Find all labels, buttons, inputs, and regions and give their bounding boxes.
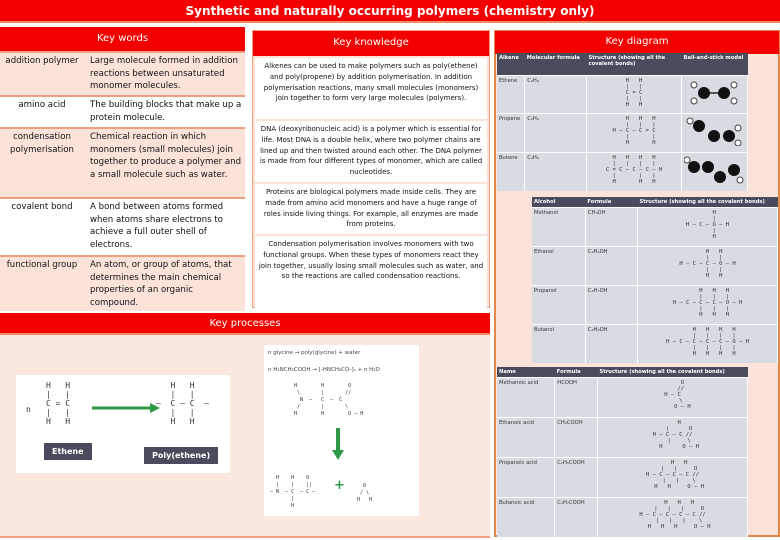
structure: H | O H — C — C // | \ H O — H [652,420,699,451]
table-row [532,208,778,247]
formula: C₃H₆ [525,114,587,153]
structure: H H H H | | | | C = C — C — C — H | | | H H H [605,155,663,186]
table-row [497,418,748,458]
alkene-name: Butene [497,153,525,191]
formula: C₂H₄ [525,75,587,114]
alkenes-table [497,53,748,191]
definition: Large molecule formed in addition reactions between unsaturated monomer molecules. [90,56,238,91]
knowledge-item: DNA (deoxyribonucleic acid) is a polymer which is essential for life. Most DNA is a double helix, where two polymer chains are lined up and then twisted around each other. The DNA polymer is made from four different types of monomer, which are called nucleotides. [255,121,487,182]
formula: C₂H₅OH [585,247,637,286]
structure: H | H — C — O — H | H [685,210,730,240]
definition: Chemical reaction in which monomers (small molecules) join together to produce a polymer and a small molecule such as water. [90,132,242,180]
col-header: Structure (showing all the covalent bonds) [598,367,748,378]
keyword-row [0,53,245,97]
table-row [532,286,778,325]
term: covalent bond [11,202,73,212]
butene-ball-stick-model [684,155,744,185]
key-words-panel [0,27,245,311]
ethene-label: Ethene [44,443,92,460]
table-row [497,498,748,537]
green-down-arrow-icon [332,428,344,460]
table-row [532,325,778,364]
table-row [497,153,748,191]
structure: H H H | | | H — C — C — C — O — H | | | H H H [672,288,743,318]
table-row [497,378,748,418]
knowledge-item: Proteins are biological polymers made inside cells. They are made from amino acid monomers and have a huge range of roles inside living things. For example, all enzymes are made from proteins. [255,184,487,234]
propene-ball-stick-model [684,116,744,146]
term: functional group [6,260,78,270]
polyglycine-structure: H H O | | || — N — C — C — | H [270,475,316,509]
alcohols-table [532,197,778,363]
acid-name: Methanoic acid [497,378,555,418]
col-header: Formula [585,197,637,208]
key-knowledge-header: Key knowledge [253,31,489,56]
acid-name: Propanoic acid [497,458,555,498]
table-row [497,75,748,114]
col-header: Alcohol [532,197,585,208]
alkene-name: Propene [497,114,525,153]
term: addition polymer [5,56,79,66]
glycine-word-equation: n glycine → poly(glycine) + water [268,350,361,356]
formula: C₃H₇OH [585,286,637,325]
alkene-name: Ethene [497,75,525,114]
ethene-polymerisation-diagram [16,375,230,473]
polyethene-structure: H H | | — C — C — | | H H [156,381,209,426]
carboxylic-acids-table [497,367,748,537]
term: amino acid [18,100,66,110]
formula: CH₃OH [585,208,637,247]
key-knowledge-panel [252,30,490,308]
col-header: Structure (showing all the covalent bonds) [587,53,682,75]
col-header: Structure (showing all the covalent bonds) [638,197,778,208]
formula: C₃H₇COOH [555,498,598,537]
alcohol-name: Propanol [532,286,585,325]
col-header: Ball-and-stick model [682,53,748,75]
table-row [497,458,748,498]
glycine-polymerisation-diagram [264,345,419,516]
structure: O // H — C \ O — H [664,380,691,410]
col-header: Formula [555,367,598,378]
key-processes-panel [0,313,490,538]
green-arrow-icon [92,403,162,413]
formula: CH₃COOH [555,418,598,458]
acid-name: Ethanoic acid [497,418,555,458]
table-row [497,114,748,153]
formula: C₄H₈ [525,153,587,191]
keyword-row [0,97,245,129]
key-diagram-header: Key diagram [495,31,779,54]
knowledge-item: Condensation polymerisation involves monomers with two functional groups. When these types of monomers react they join together, usually losing small molecules such as water, and so the reactions are called condensation reactions. [255,236,487,308]
polyethene-label: Poly(ethene) [144,447,218,464]
structure: H H | | O H — C — C — C // | | \ H H O — H [646,460,704,491]
alcohol-name: Ethanol [532,247,585,286]
formula: HCOOH [555,378,598,418]
alcohol-name: Methanol [532,208,585,247]
knowledge-item: Alkenes can be used to make polymers such as poly(ethene) and poly(propene) by addition polymerisation. In addition polymerisation reactions, many small molecules (monomers) join together to form very large molecules (polymers). [255,58,487,119]
ethene-ball-stick-model [684,78,744,108]
keyword-row [0,199,245,257]
keyword-row [0,129,245,199]
formula: C₂H₅COOH [555,458,598,498]
key-processes-header: Key processes [0,313,490,335]
key-words-header: Key words [0,27,245,53]
glycine-structure: H H O \ | // N — C — C / | \ H H O — H [294,383,364,417]
structure: H H | | H — C — C — O — H | | H H [679,249,736,279]
plus-sign: + [334,478,345,493]
ethene-structure: H H | | C = C | | H H [46,381,71,426]
n-label: n [26,405,31,414]
structure: H H H H | | | | H — C — C — C — C — O — H | | | | H H H H [666,327,749,357]
alcohol-name: Butanol [532,325,585,364]
acid-name: Butanoic acid [497,498,555,537]
col-header: Name [497,367,555,378]
keyword-row [0,257,245,309]
water-structure: O / \ H H [357,483,373,503]
col-header: Molecular formula [525,53,587,75]
table-row [532,247,778,286]
definition: A bond between atoms formed when atoms share electrons to achieve a full outer shell of electrons. [90,202,224,250]
term: condensation polymerisation [10,132,74,155]
col-header: Alkene [497,53,525,75]
formula: C₄H₉OH [585,325,637,364]
definition: The building blocks that make up a protein molecule. [90,100,242,123]
structure: H H H | | | H — C — C = C | | H H [612,116,656,147]
structure: H H H | | | O H — C — C — C — C // | | | \ H H H O — H [639,500,711,531]
glycine-symbol-equation: n H₂NCH₂COOH → [-HNCH₂CO-]ₙ + n H₂O [268,367,380,373]
structure: H H | | C = C | | H H [625,77,643,108]
definition: An atom, or group of atoms, that determines the main chemical properties of an organic compound. [90,260,232,308]
page-title: Synthetic and naturally occurring polymers (chemistry only) [0,0,780,23]
key-diagram-panel [494,30,780,537]
